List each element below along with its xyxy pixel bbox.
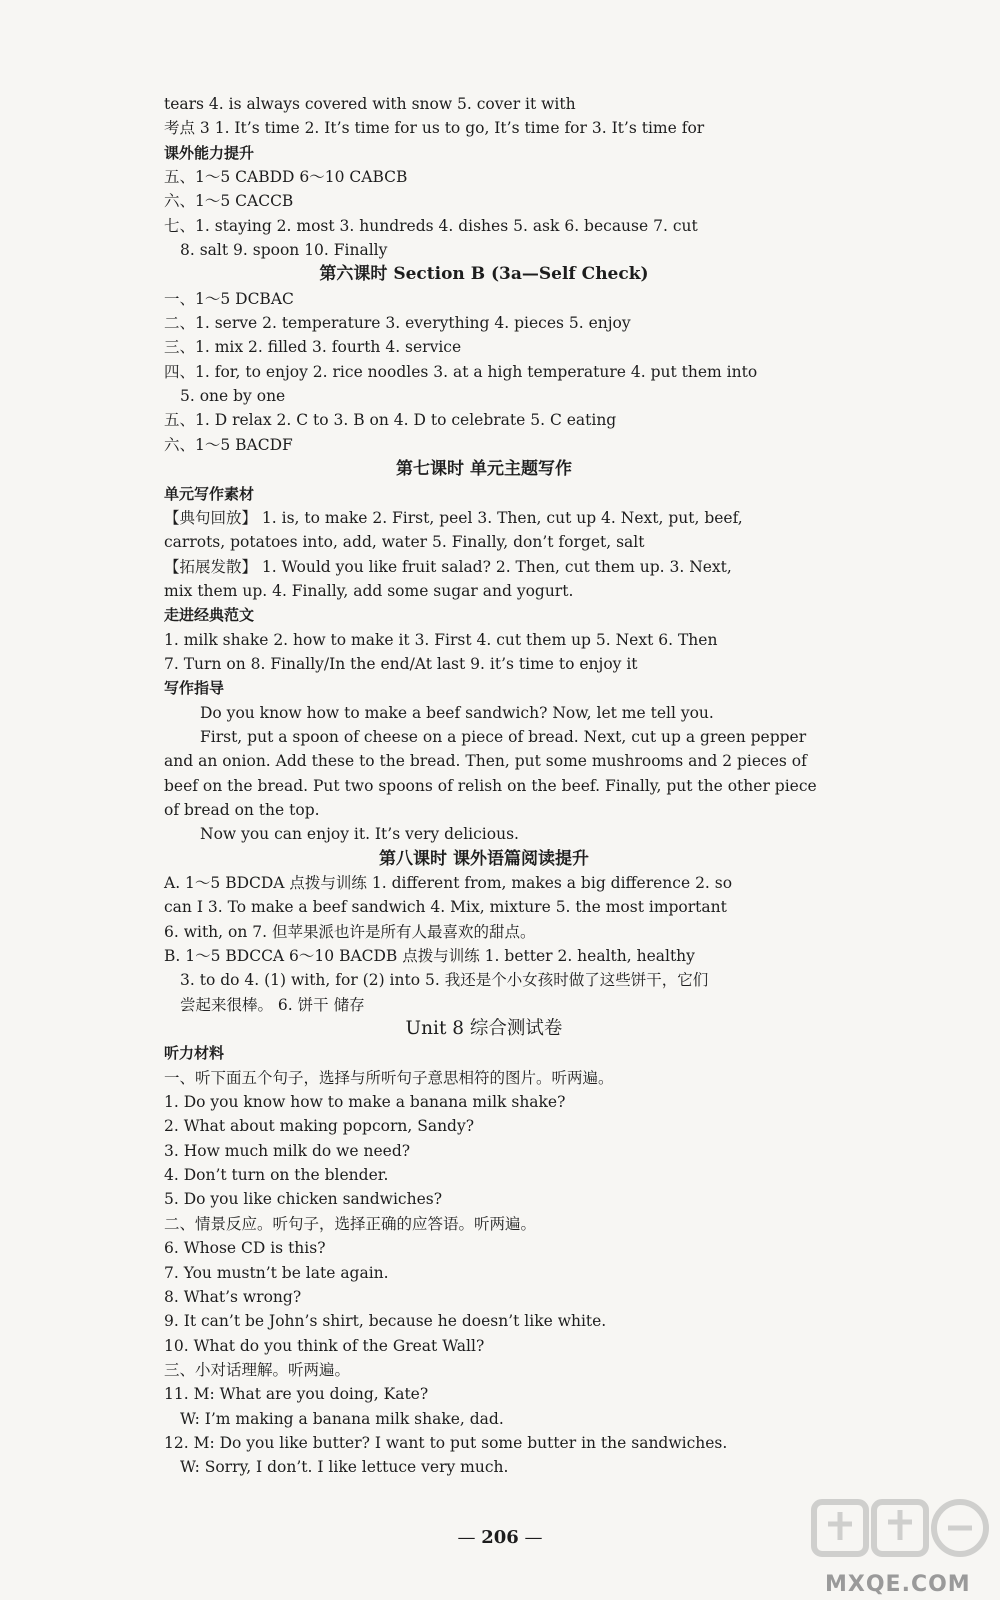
page-number: — 206 — — [457, 1527, 543, 1548]
text-line: 七、1. staying 2. most 3. hundreds 4. dishes 5. ask 6. because 7. cut — [164, 216, 698, 235]
text-line: tears 4. is always covered with snow 5. cover it with — [164, 95, 576, 113]
text-line: of bread on the top. — [164, 800, 320, 819]
text-line: 2. What about making popcorn, Sandy? — [164, 1117, 475, 1136]
text-line: 5. Do you like chicken sandwiches? — [164, 1190, 443, 1209]
text-line: 3. How much milk do we need? — [164, 1141, 411, 1160]
text-line: 考点 3 1. It’s time 2. It’s time for us to go, It’s time for 3. It’s time for — [164, 119, 705, 138]
text-line: can I 3. To make a beef sandwich 4. Mix, mixture 5. the most important — [164, 898, 727, 917]
subsection-title: 课外能力提升 — [164, 143, 255, 162]
watermark-text: MXQE.COM — [825, 1572, 971, 1597]
text-line: A. 1～5 BDCDA 点拨与训练 1. different from, makes a big difference 2. so — [164, 874, 733, 892]
text-line: 12. M: Do you like butter? I want to put some butter in the sandwiches. — [164, 1433, 728, 1452]
subsection-title: 写作指导 — [164, 679, 225, 698]
text-line: 五、1. D relax 2. C to 3. B on 4. D to celebrate 5. C eating — [164, 411, 617, 430]
text-line: 7. Turn on 8. Finally/In the end/At last 9. it’s time to enjoy it — [164, 654, 638, 673]
subsection-title: 单元写作素材 — [164, 484, 255, 503]
text-line: 三、小对话理解。听两遍。 — [164, 1360, 351, 1379]
text-line: 7. You mustn’t be late again. — [164, 1263, 389, 1282]
text-line: 四、1. for, to enjoy 2. rice noodles 3. at a high temperature 4. put them into — [164, 362, 758, 381]
answer-page — [164, 92, 817, 1480]
text-line: Do you know how to make a beef sandwich? Now, let me tell you. — [200, 703, 714, 722]
text-line: 6. with, on 7. 但苹果派也许是所有人最喜欢的甜点。 — [164, 922, 536, 941]
text-line: carrots, potatoes into, add, water 5. Finally, don’t forget, salt — [164, 533, 645, 552]
text-line: 五、1～5 CABDD 6～10 CABCB — [164, 168, 408, 187]
text-line: B. 1～5 BDCCA 6～10 BACDB 点拨与训练 1. better 2. health, healthy — [164, 947, 695, 966]
text-line: 二、1. serve 2. temperature 3. everything 4. pieces 5. enjoy — [164, 314, 631, 333]
text-line: 9. It can’t be John’s shirt, because he doesn’t like white. — [164, 1312, 607, 1331]
text-line: 5. one by one — [180, 387, 286, 406]
text-line: First, put a spoon of cheese on a piece of bread. Next, cut up a green pepper — [200, 727, 807, 746]
text-line: 4. Don’t turn on the blender. — [164, 1166, 389, 1185]
text-line: W: Sorry, I don’t. I like lettuce very much. — [180, 1458, 509, 1477]
text-line: 六、1～5 CACCB — [164, 192, 294, 211]
text-line: 一、听下面五个句子，选择与所听句子意思相符的图片。听两遍。 — [164, 1068, 614, 1087]
text-line: W: I’m making a banana milk shake, dad. — [180, 1409, 504, 1428]
text-line: 3. to do 4. (1) with, for (2) into 5. 我还是个小女孩时做了这些饼干，它们 — [180, 971, 709, 990]
text-line: 1. milk shake 2. how to make it 3. First 4. cut them up 5. Next 6. Then — [164, 630, 718, 649]
text-line: 8. What’s wrong? — [164, 1287, 302, 1306]
text-line: 6. Whose CD is this? — [164, 1239, 326, 1258]
text-line: 8. salt 9. spoon 10. Finally — [180, 241, 388, 260]
text-line: 【典句回放】 1. is, to make 2. First, peel 3. Then, cut up 4. Next, put, beef, — [164, 508, 743, 527]
text-line: 10. What do you think of the Great Wall? — [164, 1336, 485, 1355]
section-heading: 第七课时 单元主题写作 — [396, 459, 572, 480]
text-line: Now you can enjoy it. It’s very delicious. — [200, 825, 519, 844]
text-line: 【拓展发散】 1. Would you like fruit salad? 2. Then, cut them up. 3. Next, — [164, 557, 732, 576]
section-heading: 第六课时 Section B (3a—Self Check) — [319, 264, 649, 285]
text-line: 1. Do you know how to make a banana milk shake? — [164, 1093, 566, 1112]
text-line: 二、情景反应。听句子，选择正确的应答语。听两遍。 — [164, 1214, 537, 1233]
text-line: 11. M: What are you doing, Kate? — [164, 1385, 429, 1404]
text-line: 一、1～5 DCBAC — [164, 289, 294, 308]
text-line: beef on the bread. Put two spoons of relish on the beef. Finally, put the other piece — [164, 776, 817, 795]
subsection-title: 走进经典范文 — [164, 606, 255, 625]
text-line: and an onion. Add these to the bread. Then, put some mushrooms and 2 pieces of — [164, 752, 807, 771]
page-number-value: 206 — [481, 1527, 519, 1548]
text-line: 三、1. mix 2. filled 3. fourth 4. service — [164, 338, 462, 357]
subsection-title: 听力材料 — [164, 1044, 225, 1063]
text-line: mix them up. 4. Finally, add some sugar and yogurt. — [164, 581, 574, 600]
text-line: 六、1～5 BACDF — [164, 435, 293, 454]
text-line: 尝起来很棒。 6. 饼干 储存 — [180, 995, 365, 1014]
section-heading: Unit 8 综合测试卷 — [405, 1018, 563, 1040]
section-heading: 第八课时 课外语篇阅读提升 — [379, 848, 589, 869]
